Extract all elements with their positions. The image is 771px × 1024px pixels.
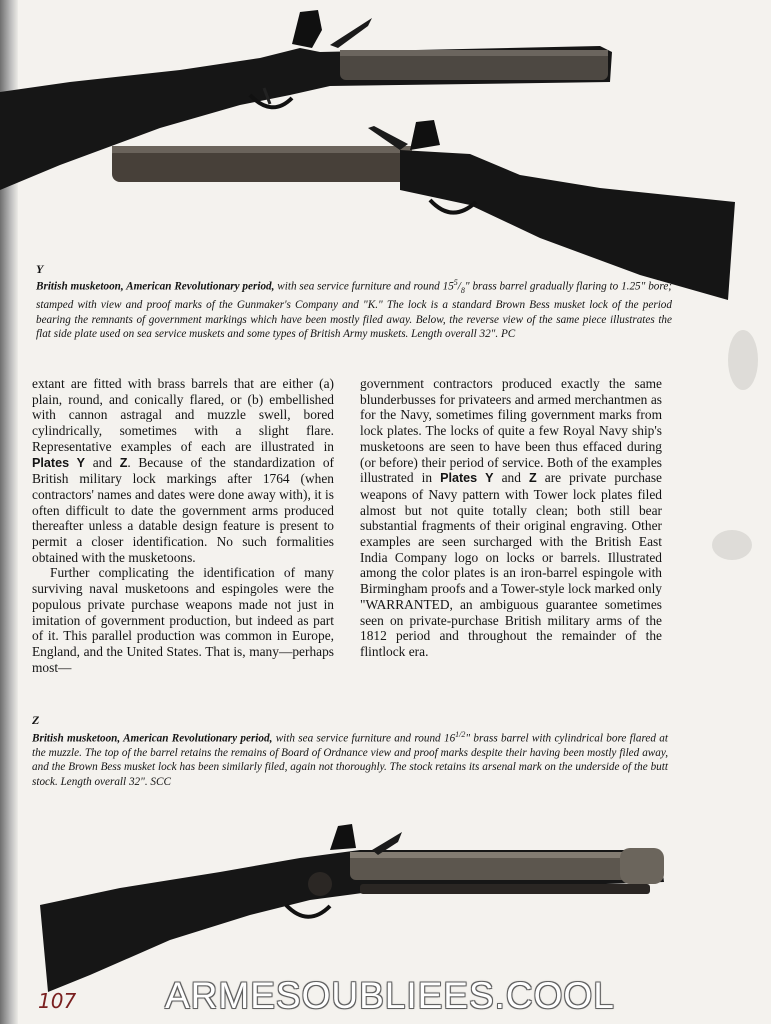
plate-z-label: Z: [32, 713, 40, 727]
body-column-left: [32, 376, 334, 675]
plate-y-text-1: with sea service furniture and round 15: [274, 280, 454, 293]
plate-y-frac-num: 5: [453, 278, 458, 287]
body-text: extant are fitted with brass barrels that are either (a) plain, round, and conically flared, or (b) embellished with cannon astragal and muzzle swell, bored cylindrically, sometimes with a slight flare. Representative examples of each are illustrated in: [32, 376, 334, 454]
plates-reference: Z: [529, 471, 537, 486]
plate-y-label: Y: [36, 262, 44, 276]
watermark: ARMESOUBLIEES.COOL: [165, 975, 615, 1016]
plate-z-frac: 1/2: [455, 730, 466, 739]
plate-z-text-1: with sea service furniture and round 16: [272, 732, 456, 745]
body-paragraph: Further complicating the identification of many surviving naval musketoons and espingoles were the populous private purchase weapons made not just in imitation of government production, but indeed as part of it. This parallel production was common in Europe, England, and the United States. That is, many—perhaps most—: [32, 565, 334, 675]
plate-z-caption: [32, 728, 668, 789]
plates-reference: Plates Y: [440, 471, 494, 486]
musketoon-reverse-view: [112, 120, 735, 300]
plate-y-title: British musketoon, American Revolutionary period,: [36, 280, 275, 293]
body-paragraph: [360, 376, 662, 660]
plate-z-text-2: " brass barrel with cylindrical bore flared at the muzzle. The top of the barrel retains the remains of Board of Ordnance view and proof marks despite their having been mostly filed away, and the Brown Bess musket lock has been similarly filed, again not thoroughly. The stock retains its arsenal mark on the underside of the butt stock. Length overall 32". SCC: [32, 732, 669, 788]
plates-reference: Z: [119, 455, 128, 470]
plate-y-caption: British musketoon, American Revolutionary period, with sea service furniture and round $15^5/_8$" brass barrel gradually flaring to 1.25" bore; stamped with view and proof marks of the Gunmaker's Company and "K." The lock is a standard Brown Bess musket lock of the period bearing the remnants of government markings which have been mostly filed away. Below, the reverse view of the same piece illustrates the flat side plate used on sea service muskets and some types of British Army muskets. Length overall 32". PC: [36, 278, 673, 340]
body-text: are private purchase weapons of Navy pattern with Tower lock plates filed almost but not quite totally clean; both still bear substantial fragments of their original engraving. Other examples are seen surcharged with the British East India Company logo on locks or barrels. Illustrated among the color plates is an iron-barrel espingole with Birmingham proofs and a Tower-style lock marked only "WARRANTED, an ambiguous guarantee sometimes seen on private-purchase British military arms of the 1812 period and throughout the remainder of the flintlock era.: [360, 470, 662, 659]
plates-reference: Plates Y: [32, 455, 86, 470]
plate-y-frac-den: 8: [460, 285, 465, 295]
plate-y-text-2: " brass barrel gradually flaring to 1.25" bore; stamped with view and proof marks of the Gunmaker's Company and "K." The lock is a standard Brown Bess musket lock of the period bearing the remnants of government markings which have been mostly filed away. Below, the reverse view of the same piece illustrates the flat side plate used on sea service muskets and some types of British Army muskets. Length overall 32". PC: [36, 280, 673, 340]
page-number: 107: [38, 989, 77, 1013]
plate-z-title: British musketoon, American Revolutionary period,: [32, 732, 273, 745]
musketoon-plate-z-view: [40, 824, 664, 992]
body-text: . Because of the standardization of British military lock markings after 1764 (when contractors' names and dates were done away with), it is often difficult to date the government arms produced thereafter unless a datable design feature is present to permit a closer identification. No such formalities obtained with the musketoons.: [32, 454, 335, 565]
body-text: government contractors produced exactly the same blunderbusses for privateers and armed merchantmen as for the Navy, sometimes filing government marks from lock plates. The locks of quite a few Royal Navy ship's musketoons are seen to have been thus effaced during (or before) their period of service. Both of the examples illustrated in: [360, 376, 662, 486]
body-text: and: [85, 454, 120, 470]
body-text: and: [493, 470, 530, 486]
body-paragraph: [32, 376, 334, 565]
body-column-right: [360, 376, 662, 660]
